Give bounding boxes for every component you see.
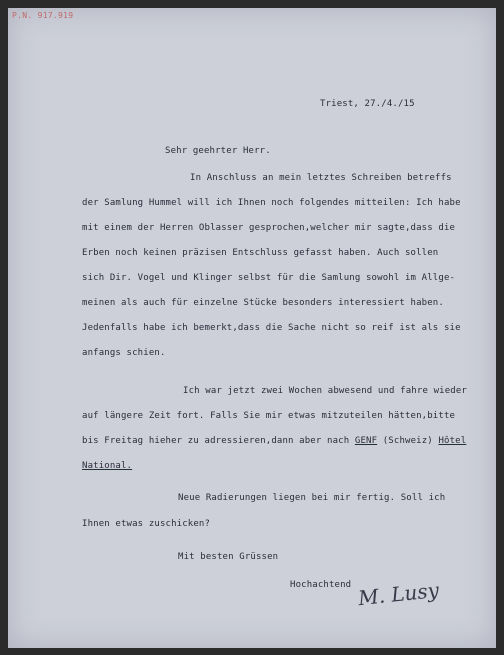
paragraph-line: Erben noch keinen präzisen Entschluss gefasst haben. Auch sollen <box>82 248 439 258</box>
underlined-text: Hôtel <box>438 436 467 446</box>
paragraph-line: sich Dir. Vogel und Klinger selbst für die Samlung sowohl im Allge- <box>82 273 456 283</box>
place-date: Triest, 27./4./15 <box>320 99 415 109</box>
paragraph-line: Ihnen etwas zuschicken? <box>82 519 211 529</box>
signature: M. Lusy <box>356 577 440 611</box>
paragraph-line: auf längere Zeit fort. Falls Sie mir etwas mitzuteilen hätten,bitte <box>82 411 456 421</box>
paragraph-line: Jedenfalls habe ich bemerkt,dass die Sache nicht so reif ist als sie <box>82 323 461 333</box>
closing: Mit besten Grüssen <box>178 552 279 562</box>
paragraph-line: In Anschluss an mein letztes Schreiben betreffs <box>190 173 452 183</box>
paragraph-line: meinen als auch für einzelne Stücke besonders interessiert haben. <box>82 298 444 308</box>
text-span: (Schweiz) <box>382 436 433 446</box>
letter-page <box>8 8 496 648</box>
paragraph-line <box>82 436 466 446</box>
regards: Hochachtend <box>290 580 352 590</box>
paragraph-line: National. <box>82 461 133 471</box>
paragraph-line: Ich war jetzt zwei Wochen abwesend und fahre wieder <box>183 386 467 396</box>
archive-mark: P.N. 917.919 <box>12 11 74 20</box>
salutation: Sehr geehrter Herr. <box>165 146 271 156</box>
paragraph-line: mit einem der Herren Oblasser gesprochen,welcher mir sagte,dass die <box>82 223 456 233</box>
text-span: bis Freitag hieher zu adressieren,dann aber nach <box>82 436 350 446</box>
paragraph-line: anfangs schien. <box>82 348 166 358</box>
underlined-text: GENF <box>354 436 378 446</box>
paragraph-line: der Samlung Hummel will ich Ihnen noch folgendes mitteilen: Ich habe <box>82 198 461 208</box>
paragraph-line: Neue Radierungen liegen bei mir fertig. Soll ich <box>178 493 446 503</box>
